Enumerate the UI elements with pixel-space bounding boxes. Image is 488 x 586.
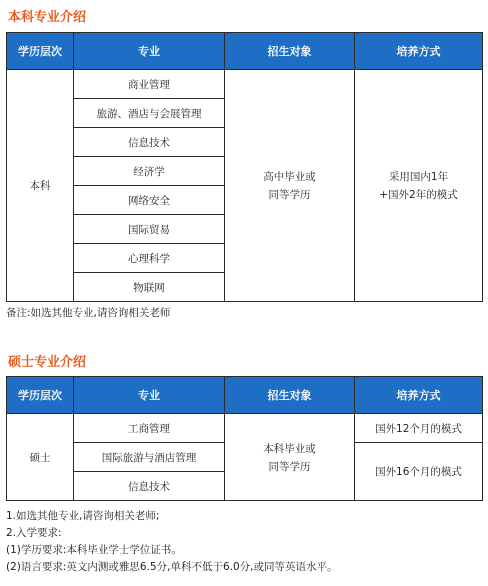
bachelor-table bbox=[6, 32, 483, 302]
target-line: 同等学历 bbox=[268, 460, 311, 473]
target-cell bbox=[225, 70, 355, 302]
major-cell: 商业管理 bbox=[74, 70, 225, 99]
level-cell: 本科 bbox=[7, 70, 74, 302]
header-major: 专业 bbox=[74, 33, 225, 70]
target-line: 本科毕业或 bbox=[263, 442, 316, 455]
header-level: 学历层次 bbox=[7, 377, 74, 414]
major-cell: 信息技术 bbox=[74, 128, 225, 157]
bachelor-section-title: 本科专业介绍 bbox=[8, 10, 87, 25]
major-cell: 经济学 bbox=[74, 157, 225, 186]
header-mode: 培养方式 bbox=[355, 33, 483, 70]
header-target: 招生对象 bbox=[225, 377, 355, 414]
major-cell: 网络安全 bbox=[74, 186, 225, 215]
mode-cell: 国外12个月的模式 bbox=[355, 414, 483, 443]
header-mode: 培养方式 bbox=[355, 377, 483, 414]
mode-cell bbox=[355, 70, 483, 302]
master-note: 2.入学要求: bbox=[6, 527, 62, 539]
master-section-title: 硕士专业介绍 bbox=[8, 355, 87, 370]
major-cell: 物联网 bbox=[74, 273, 225, 302]
header-level: 学历层次 bbox=[7, 33, 74, 70]
target-line: 高中毕业或 bbox=[263, 171, 316, 183]
bachelor-header-row bbox=[7, 33, 483, 70]
major-cell: 旅游、酒店与会展管理 bbox=[74, 99, 225, 128]
mode-cell: 国外16个月的模式 bbox=[355, 443, 483, 501]
table-row bbox=[7, 70, 483, 99]
master-note: 1.如选其他专业,请咨询相关老师; bbox=[6, 510, 160, 522]
major-cell: 信息技术 bbox=[74, 472, 225, 501]
header-target: 招生对象 bbox=[225, 33, 355, 70]
header-major: 专业 bbox=[74, 377, 225, 414]
level-cell: 硕士 bbox=[7, 414, 74, 501]
mode-line: +国外2年的模式 bbox=[379, 189, 458, 201]
major-cell: 工商管理 bbox=[74, 414, 225, 443]
table-row bbox=[7, 414, 483, 443]
mode-line: 采用国内1年 bbox=[388, 171, 449, 183]
major-cell: 心理科学 bbox=[74, 244, 225, 273]
master-table bbox=[6, 376, 483, 501]
master-header-row bbox=[7, 377, 483, 414]
bachelor-note: 备注:如选其他专业,请咨询相关老师 bbox=[6, 307, 171, 319]
target-cell bbox=[225, 414, 355, 501]
master-note: (2)语言要求:英文内测或雅思6.5分,单科不低于6.0分,或同等英语水平。 bbox=[6, 561, 338, 573]
master-note: (1)学历要求:本科毕业学士学位证书。 bbox=[6, 544, 182, 556]
major-cell: 国际贸易 bbox=[74, 215, 225, 244]
major-cell: 国际旅游与酒店管理 bbox=[74, 443, 225, 472]
target-line: 同等学历 bbox=[268, 189, 311, 201]
